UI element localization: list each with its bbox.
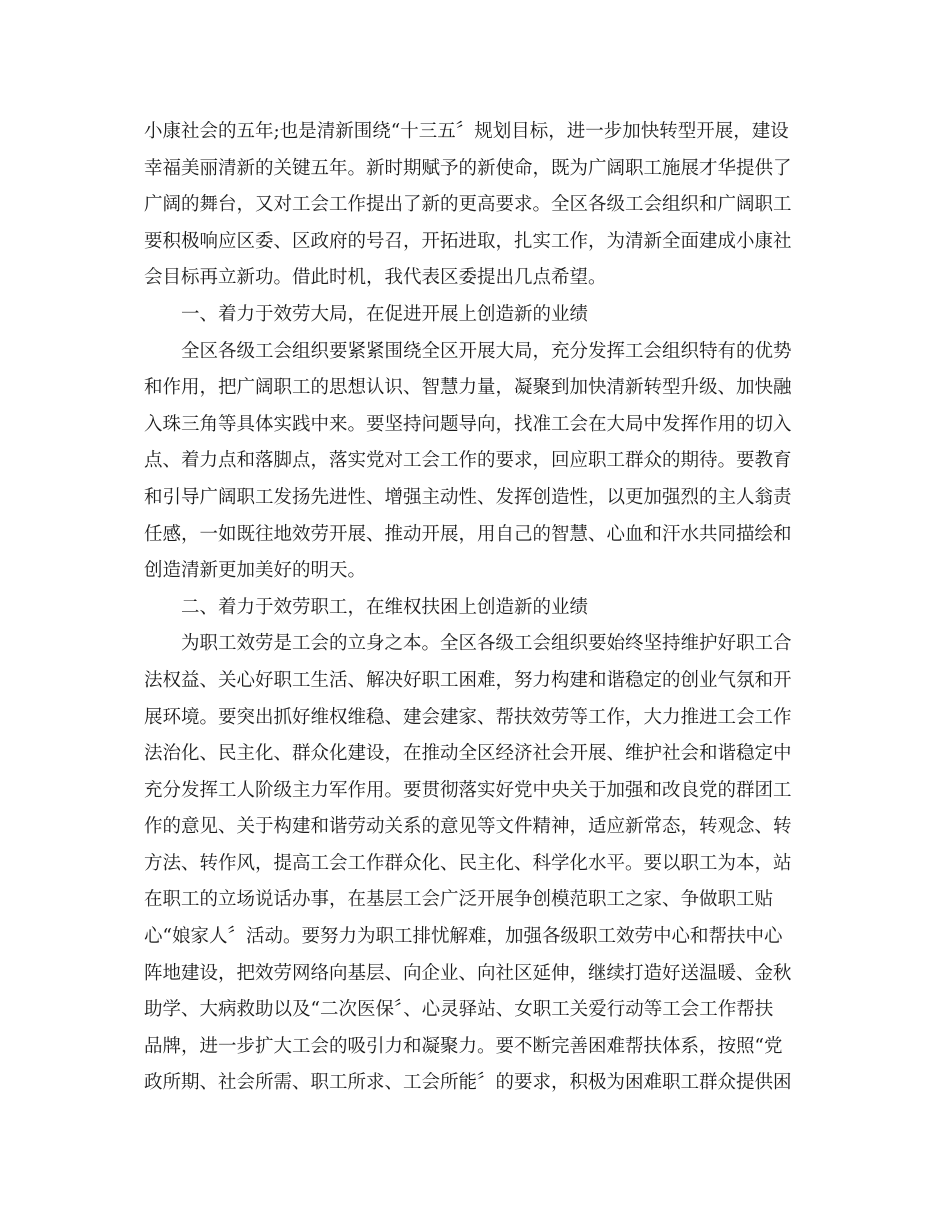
text-line: 助学、大病救助以及“二次医保〞、心灵驿站、女职工关爱行动等工会工作帮扶 bbox=[144, 999, 774, 1021]
text-line: 任感，一如既往地效劳开展、推动开展，用自己的智慧、心血和汗水共同描绘和 bbox=[144, 523, 792, 545]
text-line: 方法、转作风，提高工会工作群众化、民主化、科学化水平。要以职工为本，站 bbox=[144, 852, 792, 874]
text-line: 广阔的舞台，又对工会工作提出了新的更高要求。全区各级工会组织和广阔职工 bbox=[144, 194, 792, 216]
text-line: 点、着力点和落脚点，落实党对工会工作的要求，回应职工群众的期待。要教育 bbox=[144, 450, 792, 472]
text-line: 幸福美丽清新的关键五年。新时期赋予的新使命，既为广阔职工施展才华提供了 bbox=[144, 157, 792, 179]
text-line: 要积极响应区委、区政府的号召，开拓进取，扎实工作，为清新全面建成小康社 bbox=[144, 230, 792, 252]
text-line: 阵地建设，把效劳网络向基层、向企业、向社区延伸，继续打造好送温暖、金秋 bbox=[144, 962, 792, 984]
document-body bbox=[144, 114, 800, 1102]
text-line: 作的意见、关于构建和谐劳动关系的意见等文件精神，适应新常态，转观念、转 bbox=[144, 816, 792, 838]
paragraph-start-line: 全区各级工会组织要紧紧围绕全区开展大局，充分发挥工会组织特有的优势 bbox=[181, 340, 792, 362]
text-line: 在职工的立场说话办事，在基层工会广泛开展争创模范职工之家、争做职工贴 bbox=[144, 889, 774, 911]
text-line: 入珠三角等具体实践中来。要坚持问题导向，找准工会在大局中发挥作用的切入 bbox=[144, 413, 792, 435]
text-line: 法权益、关心好职工生活、解决好职工困难，努力构建和谐稳定的创业气氛和开 bbox=[144, 669, 792, 691]
text-line: 品牌，进一步扩大工会的吸引力和凝聚力。要不断完善困难帮扶体系，按照“党 bbox=[144, 1035, 783, 1057]
text-line: 创造清新更加美好的明天。 bbox=[144, 560, 367, 582]
text-line: 和引导广阔职工发扬先进性、增强主动性、发挥创造性，以更加强烈的主人翁责 bbox=[144, 486, 792, 508]
section-heading: 一、着力于效劳大局，在促进开展上创造新的业绩 bbox=[181, 303, 589, 325]
text-line: 和作用，把广阔职工的思想认识、智慧力量，凝聚到加快清新转型升级、加快融 bbox=[144, 377, 792, 399]
paragraph-start-line: 为职工效劳是工会的立身之本。全区各级工会组织要始终坚持维护好职工合 bbox=[181, 633, 792, 655]
text-line: 法治化、民主化、群众化建设，在推动全区经济社会开展、维护社会和谐稳定中 bbox=[144, 743, 792, 765]
text-line: 心“娘家人〞活动。要努力为职工排忧解难，加强各级职工效劳中心和帮扶中心 bbox=[144, 926, 783, 948]
text-line: 会目标再立新功。借此时机，我代表区委提出几点希望。 bbox=[144, 267, 607, 289]
text-line: 小康社会的五年;也是清新围绕“十三五〞规划目标，进一步加快转型开展，建设 bbox=[144, 121, 789, 142]
text-line: 展环境。要突出抓好维权维稳、建会建家、帮扶效劳等工作，大力推进工会工作 bbox=[144, 706, 792, 728]
section-heading: 二、着力于效劳职工，在维权扶困上创造新的业绩 bbox=[181, 596, 589, 618]
text-line: 充分发挥工人阶级主力军作用。要贯彻落实好党中央关于加强和改良党的群团工 bbox=[144, 779, 792, 801]
text-line: 政所期、社会所需、职工所求、工会所能〞的要求，积极为困难职工群众提供困 bbox=[144, 1072, 792, 1094]
